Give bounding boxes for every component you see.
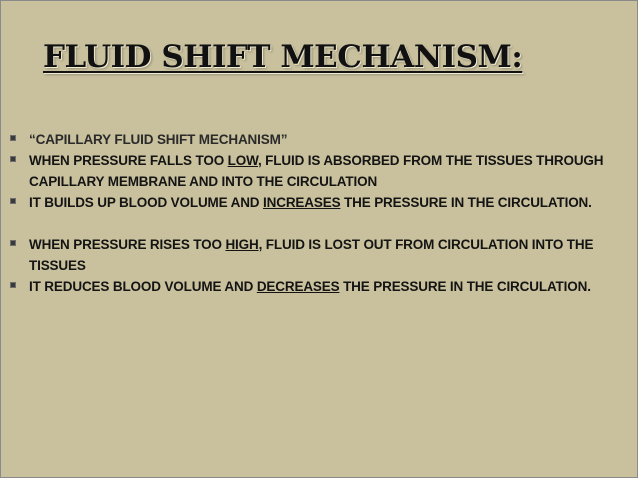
- bullet-square-icon: [10, 282, 16, 288]
- bullet-text-before: IT REDUCES BLOOD VOLUME AND: [29, 279, 257, 294]
- slide-title: FLUID SHIFT MECHANISM:: [43, 39, 523, 75]
- bullet-square-icon: [10, 135, 16, 141]
- bullet-item: [9, 276, 633, 297]
- bullet-emphasis: HIGH: [225, 237, 259, 252]
- bullet-square-icon: [10, 156, 16, 162]
- title-box: [43, 39, 522, 75]
- bullet-emphasis: DECREASES: [256, 279, 340, 294]
- bullet-text-before: WHEN PRESSURE RISES TOO: [29, 237, 226, 252]
- bullet-text-after: , FLUID IS LOST OUT FROM CIRCULATION INTO THE TISSUES: [29, 237, 594, 273]
- bullet-text: “CAPILLARY FLUID SHIFT MECHANISM”: [29, 132, 288, 147]
- bullet-text-after: THE PRESSURE IN THE CIRCULATION.: [340, 195, 592, 210]
- bullet-text-before: IT BUILDS UP BLOOD VOLUME AND: [29, 195, 264, 210]
- bullet-emphasis: LOW: [227, 153, 258, 168]
- bullet-item: [9, 192, 633, 213]
- bullet-item: [9, 150, 633, 192]
- bullet-item: [9, 129, 633, 150]
- bullet-text-after: THE PRESSURE IN THE CIRCULATION.: [339, 279, 591, 294]
- bullet-item: [9, 234, 633, 276]
- bullet-square-icon: [10, 198, 16, 204]
- bullet-text-after: , FLUID IS ABSORBED FROM THE TISSUES THROUGH CAPILLARY MEMBRANE AND INTO THE CIRCULATION: [29, 153, 604, 189]
- bullet-text-before: WHEN PRESSURE FALLS TOO: [29, 153, 228, 168]
- bullet-emphasis: INCREASES: [263, 195, 341, 210]
- bullet-spacer: [9, 213, 633, 234]
- bullet-list: [9, 129, 633, 297]
- bullet-square-icon: [10, 240, 16, 246]
